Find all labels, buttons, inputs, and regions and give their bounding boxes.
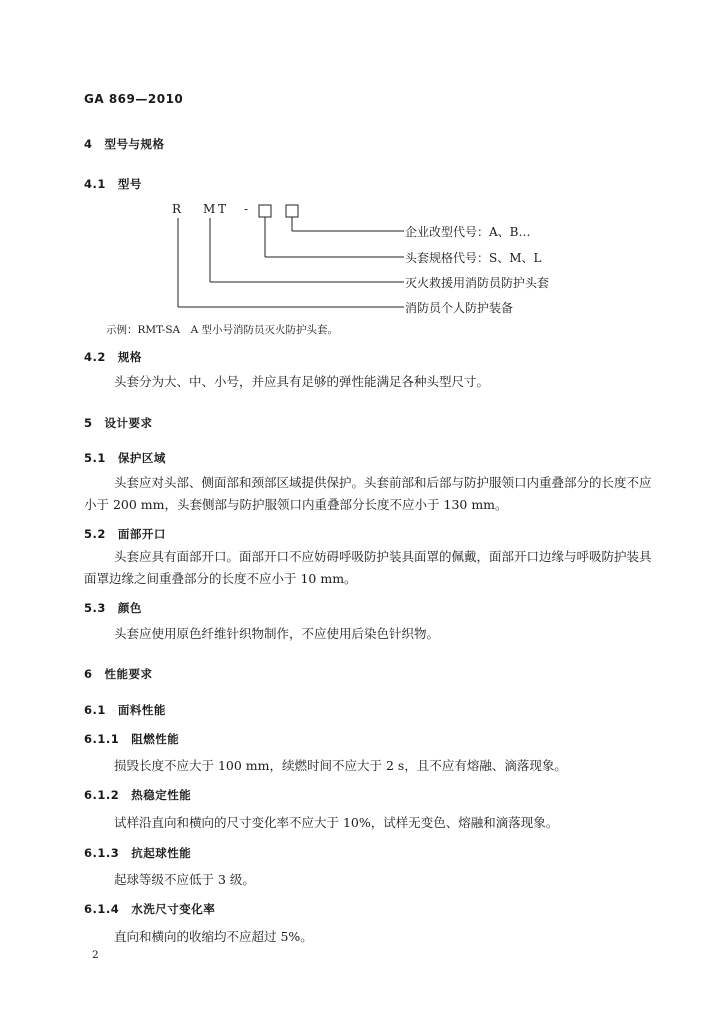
label-variant-code: 企业改型代号：A、B… <box>405 225 531 239</box>
section-5-3-body: 头套应使用原色纤维针织物制作，不应使用后染色针织物。 <box>114 626 440 641</box>
section-6-1-3-body: 起球等级不应低于 3 级。 <box>114 872 255 887</box>
label-hood-type: 灭火救援用消防员防护头套 <box>405 276 550 290</box>
section-4-1-heading: 4.1 型号 <box>84 177 142 191</box>
section-4-2-body: 头套分为大、中、小号，并应具有足够的弹性能满足各种头型尺寸。 <box>114 374 490 389</box>
standard-number: GA 869—2010 <box>84 92 184 106</box>
code-dash: - <box>244 202 249 216</box>
section-6-heading: 6 性能要求 <box>84 667 153 681</box>
label-ppe-class: 消防员个人防护装备 <box>405 301 514 315</box>
section-4-heading: 4 型号与规格 <box>84 137 165 151</box>
section-5-1-heading: 5.1 保护区域 <box>84 451 166 465</box>
section-5-2-heading: 5.2 面部开口 <box>84 527 166 541</box>
section-6-1-2-body: 试样沿直向和横向的尺寸变化率不应大于 10%，试样无变色、熔融和滴落现象。 <box>114 815 559 830</box>
section-5-2-body: 头套应具有面部开口。面部开口不应妨碍呼吸防护装具面罩的佩戴，面部开口边缘与呼吸防护装具面罩边缘之间重叠部分的长度不应小于 10 mm。 <box>84 549 652 586</box>
section-6-1-4-body: 直向和横向的收缩均不应超过 5%。 <box>114 929 313 944</box>
code-box-variant <box>286 205 298 217</box>
label-size-code: 头套规格代号：S、M、L <box>405 251 542 265</box>
section-5-1-body: 头套应对头部、侧面部和颈部区域提供保护。头套前部和后部与防护服领口内重叠部分的长度不应小于 200 mm，头套侧部与防护服领口内重叠部分长度不应小于 130 mm。 <box>84 475 652 512</box>
section-5-3-heading: 5.3 颜色 <box>84 601 142 615</box>
page-number: 2 <box>92 949 99 961</box>
section-6-1-2-heading: 6.1.2 热稳定性能 <box>84 788 192 802</box>
section-6-1-3-heading: 6.1.3 抗起球性能 <box>84 846 192 860</box>
section-4-2-heading: 4.2 规格 <box>84 350 142 364</box>
code-letter-m: M <box>203 202 216 216</box>
section-6-1-heading: 6.1 面料性能 <box>84 703 166 717</box>
model-code-lines <box>0 0 724 340</box>
code-letter-r: R <box>172 202 182 216</box>
code-letter-t: T <box>218 202 227 216</box>
section-6-1-4-heading: 6.1.4 水洗尺寸变化率 <box>84 902 216 916</box>
model-example: 示例：RMT-SA A 型小号消防员灭火防护头套。 <box>106 324 339 336</box>
section-6-1-1-body: 损毁长度不应大于 100 mm，续燃时间不应大于 2 s，且不应有熔融、滴落现象。 <box>114 758 567 773</box>
code-box-size <box>259 205 271 217</box>
section-6-1-1-heading: 6.1.1 阻燃性能 <box>84 732 180 746</box>
section-5-heading: 5 设计要求 <box>84 416 153 430</box>
